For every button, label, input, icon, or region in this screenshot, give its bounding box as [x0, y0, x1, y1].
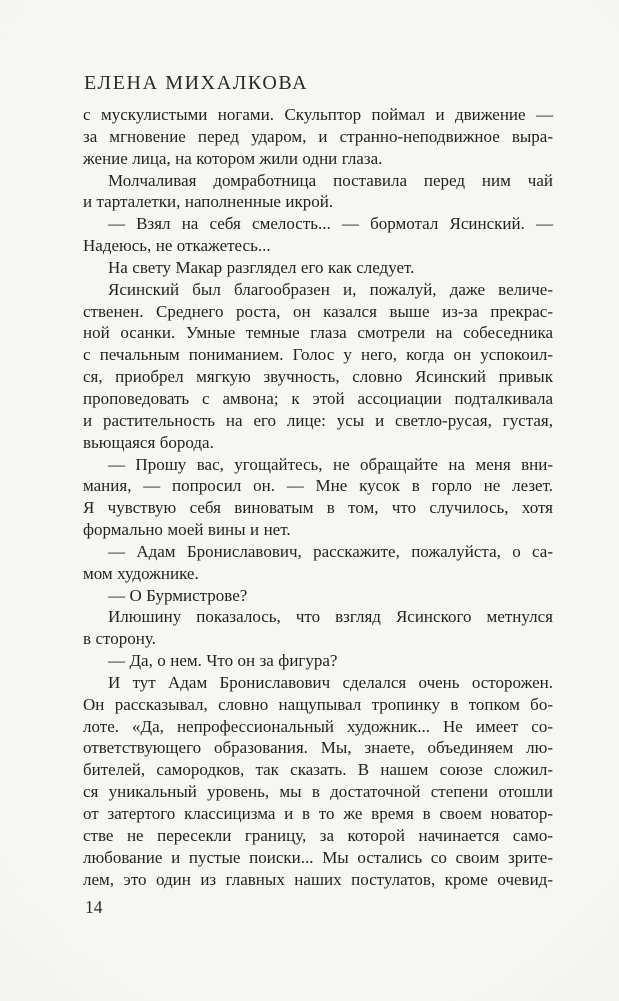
- text-line: мом художнике.: [83, 563, 199, 583]
- text-line: На свету Макар разглядел его как следует.: [108, 257, 415, 277]
- text-line: Я чувствую себя виноватым в том, что случилось, хотя: [83, 498, 553, 518]
- text-line: от затертого классицизма и в то же время в своем новатор-: [83, 804, 553, 823]
- text-line: — Взял на себя смелость... — бормотал Ясинский. —: [108, 214, 553, 234]
- page-text: [83, 104, 553, 890]
- text-line: — О Бурмистрове?: [108, 585, 248, 605]
- paragraph: [83, 213, 553, 257]
- text-line: ственен. Среднего роста, он казался выше из-за прекрас-: [83, 301, 553, 321]
- text-line: лоте. «Да, непрофессиональный художник... Не имеет со-: [83, 716, 553, 736]
- text-line: и растительность на его лице: усы и светло-русая, густая,: [83, 410, 553, 430]
- paragraph: [83, 454, 553, 541]
- paragraph: [83, 104, 553, 170]
- text-line: любование и пустые поиски... Мы остались со своим зрите-: [83, 847, 553, 867]
- paragraph: [83, 257, 553, 279]
- text-line: ной осанки. Умные темные глаза смотрели на собеседника: [83, 323, 553, 343]
- text-line: за мгновение перед ударом, и странно-неподвижное выра-: [83, 126, 553, 146]
- paragraph: [83, 672, 553, 890]
- page-number: 14: [85, 897, 103, 917]
- text-line: бителей, самородков, так сказать. В нашем союзе сложил-: [83, 760, 553, 780]
- text-line: в сторону.: [83, 629, 156, 649]
- text-line: стве не пересекли границу, за которой начинается само-: [83, 825, 553, 845]
- text-line: ответствующего образования. Мы, знаете, объединяем лю-: [83, 738, 553, 758]
- text-line: — Адам Брониславович, расскажите, пожалуйста, о са-: [108, 541, 553, 561]
- text-line: лем, это один из главных наших постулатов, кроме очевид-: [83, 869, 553, 889]
- text-line: Молчаливая домработница поставила перед ним чай: [108, 170, 553, 190]
- paragraph: [83, 650, 553, 672]
- text-line: жение лица, на котором жили одни глаза.: [83, 148, 383, 168]
- text-line: с мускулистыми ногами. Скульптор поймал и движение —: [83, 105, 553, 124]
- text-line: Ясинский был благообразен и, пожалуй, даже величе-: [108, 279, 553, 299]
- paragraph: [83, 279, 553, 454]
- text-line: вьющаяся борода.: [83, 432, 214, 452]
- text-line: проповедовать с амвона; к этой ассоциации подталкивала: [83, 388, 553, 408]
- text-line: с печальным пониманием. Голос у него, когда он успокоил-: [83, 345, 553, 365]
- text-line: — Прошу вас, угощайтесь, не обращайте на меня вни-: [108, 454, 553, 474]
- text-line: И тут Адам Брониславович сделался очень осторожен.: [108, 672, 553, 692]
- text-line: формально моей вины и нет.: [83, 520, 291, 540]
- text-line: Надеюсь, не откажетесь...: [83, 236, 271, 256]
- text-line: — Да, о нем. Что он за фигура?: [108, 651, 338, 671]
- paragraph: [83, 541, 553, 585]
- paragraph: [83, 170, 553, 214]
- text-line: ся уникальный уровень, мы в достаточной степени отошли: [83, 782, 553, 802]
- paragraph: [83, 606, 553, 650]
- text-line: Он рассказывал, словно нащупывал тропинку в топком бо-: [83, 694, 553, 714]
- text-line: ся, приобрел мягкую звучность, словно Ясинский привык: [83, 367, 553, 387]
- paragraph: [83, 585, 553, 607]
- text-line: Илюшину показалось, что взгляд Ясинского метнулся: [108, 607, 553, 627]
- text-line: и тарталетки, наполненные икрой.: [83, 192, 334, 212]
- text-line: мания, — попросил он. — Мне кусок в горло не лезет.: [83, 476, 553, 496]
- author-header: ЕЛЕНА МИХАЛКОВА: [84, 72, 309, 94]
